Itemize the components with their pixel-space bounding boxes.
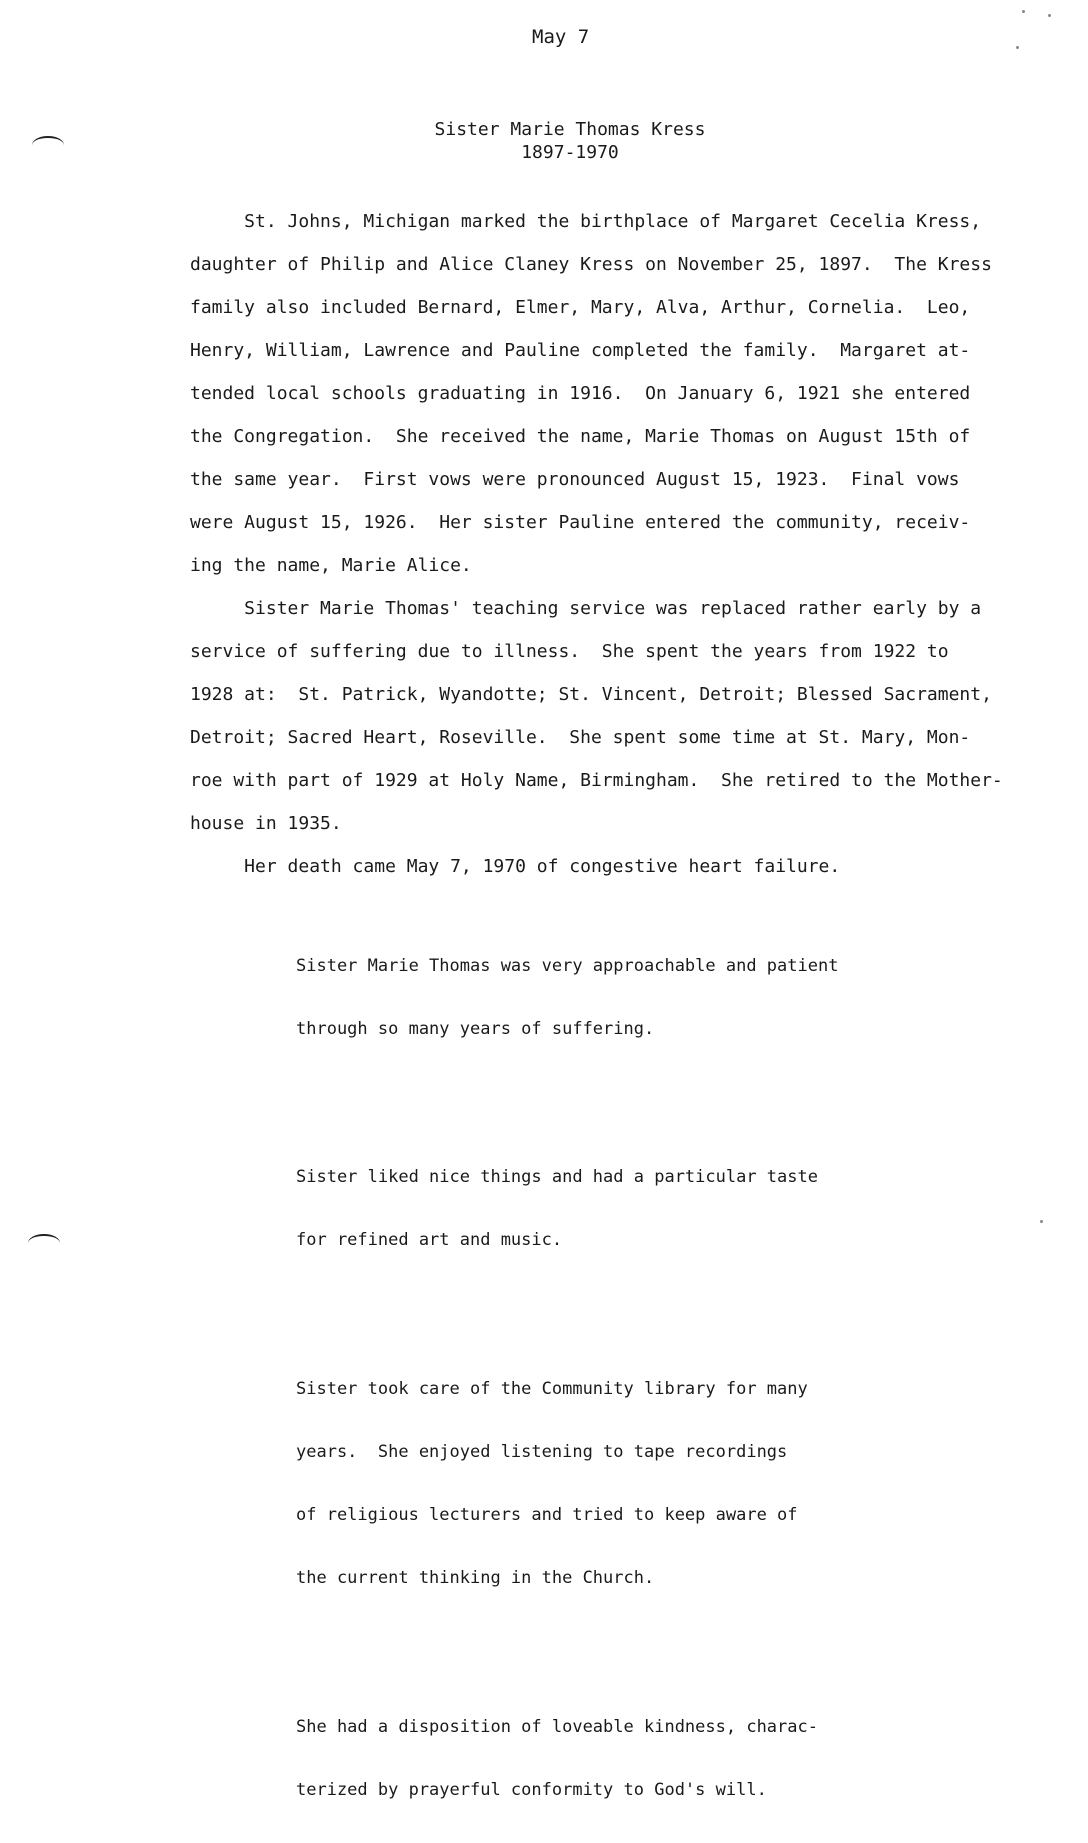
body-line: Detroit; Sacred Heart, Roseville. She spent some time at St. Mary, Mon- (190, 727, 971, 748)
quote-line: Sister took care of the Community library for many (296, 1379, 808, 1399)
scan-speck (1040, 1220, 1043, 1223)
scan-speck (1022, 10, 1025, 13)
body-line: the same year. First vows were pronounced August 15, 1923. Final vows (190, 469, 960, 490)
quote-line: the current thinking in the Church. (296, 1568, 655, 1588)
remembrance-quote (296, 1125, 896, 1293)
quote-line: Sister Marie Thomas was very approachable and patient (296, 956, 839, 976)
binder-hole-mark (28, 1234, 60, 1252)
body-line: house in 1935. (190, 813, 342, 834)
quote-line: Sister liked nice things and had a particular taste (296, 1167, 818, 1187)
scan-speck (1016, 46, 1019, 49)
body-line: Her death came May 7, 1970 of congestive heart failure. (190, 856, 841, 877)
body-line: service of suffering due to illness. She spent the years from 1922 to (190, 641, 949, 662)
quote-line: terized by prayerful conformity to God's will. (296, 1780, 767, 1800)
body-line: ing the name, Marie Alice. (190, 555, 472, 576)
body-line: 1928 at: St. Patrick, Wyandotte; St. Vincent, Detroit; Blessed Sacrament, (190, 684, 992, 705)
quote-line: She had a disposition of loveable kindness, charac- (296, 1717, 818, 1737)
remembrances (296, 914, 896, 1843)
scan-speck (1048, 14, 1051, 17)
body-line: daughter of Philip and Alice Claney Kress on November 25, 1897. The Kress (190, 254, 992, 275)
remembrance-quote (296, 1337, 896, 1631)
title-block (400, 118, 740, 164)
body-line: roe with part of 1929 at Holy Name, Birmingham. She retired to the Mother- (190, 770, 1003, 791)
body-line: St. Johns, Michigan marked the birthplace of Margaret Cecelia Kress, (190, 211, 982, 232)
remembrance-quote (296, 914, 896, 1082)
body-line: Sister Marie Thomas' teaching service was replaced rather early by a (190, 598, 982, 619)
body-line: family also included Bernard, Elmer, Mary, Alva, Arthur, Cornelia. Leo, (190, 297, 971, 318)
page-date-header: May 7 (532, 26, 590, 48)
quote-line: of religious lecturers and tried to keep aware of (296, 1505, 798, 1525)
life-years: 1897-1970 (521, 142, 619, 163)
body-line: the Congregation. She received the name, Marie Thomas on August 15th of (190, 426, 971, 447)
quote-line: for refined art and music. (296, 1230, 563, 1250)
binder-hole-mark (32, 136, 64, 154)
body-line: Henry, William, Lawrence and Pauline completed the family. Margaret at- (190, 340, 971, 361)
body-line: were August 15, 1926. Her sister Pauline entered the community, receiv- (190, 512, 971, 533)
remembrance-quote (296, 1675, 896, 1843)
body-line: tended local schools graduating in 1916. On January 6, 1921 she entered (190, 383, 971, 404)
quote-line: through so many years of suffering. (296, 1019, 655, 1039)
quote-line: years. She enjoyed listening to tape recordings (296, 1442, 788, 1462)
biography-body (190, 200, 1010, 888)
sister-name-title: Sister Marie Thomas Kress (434, 119, 706, 140)
